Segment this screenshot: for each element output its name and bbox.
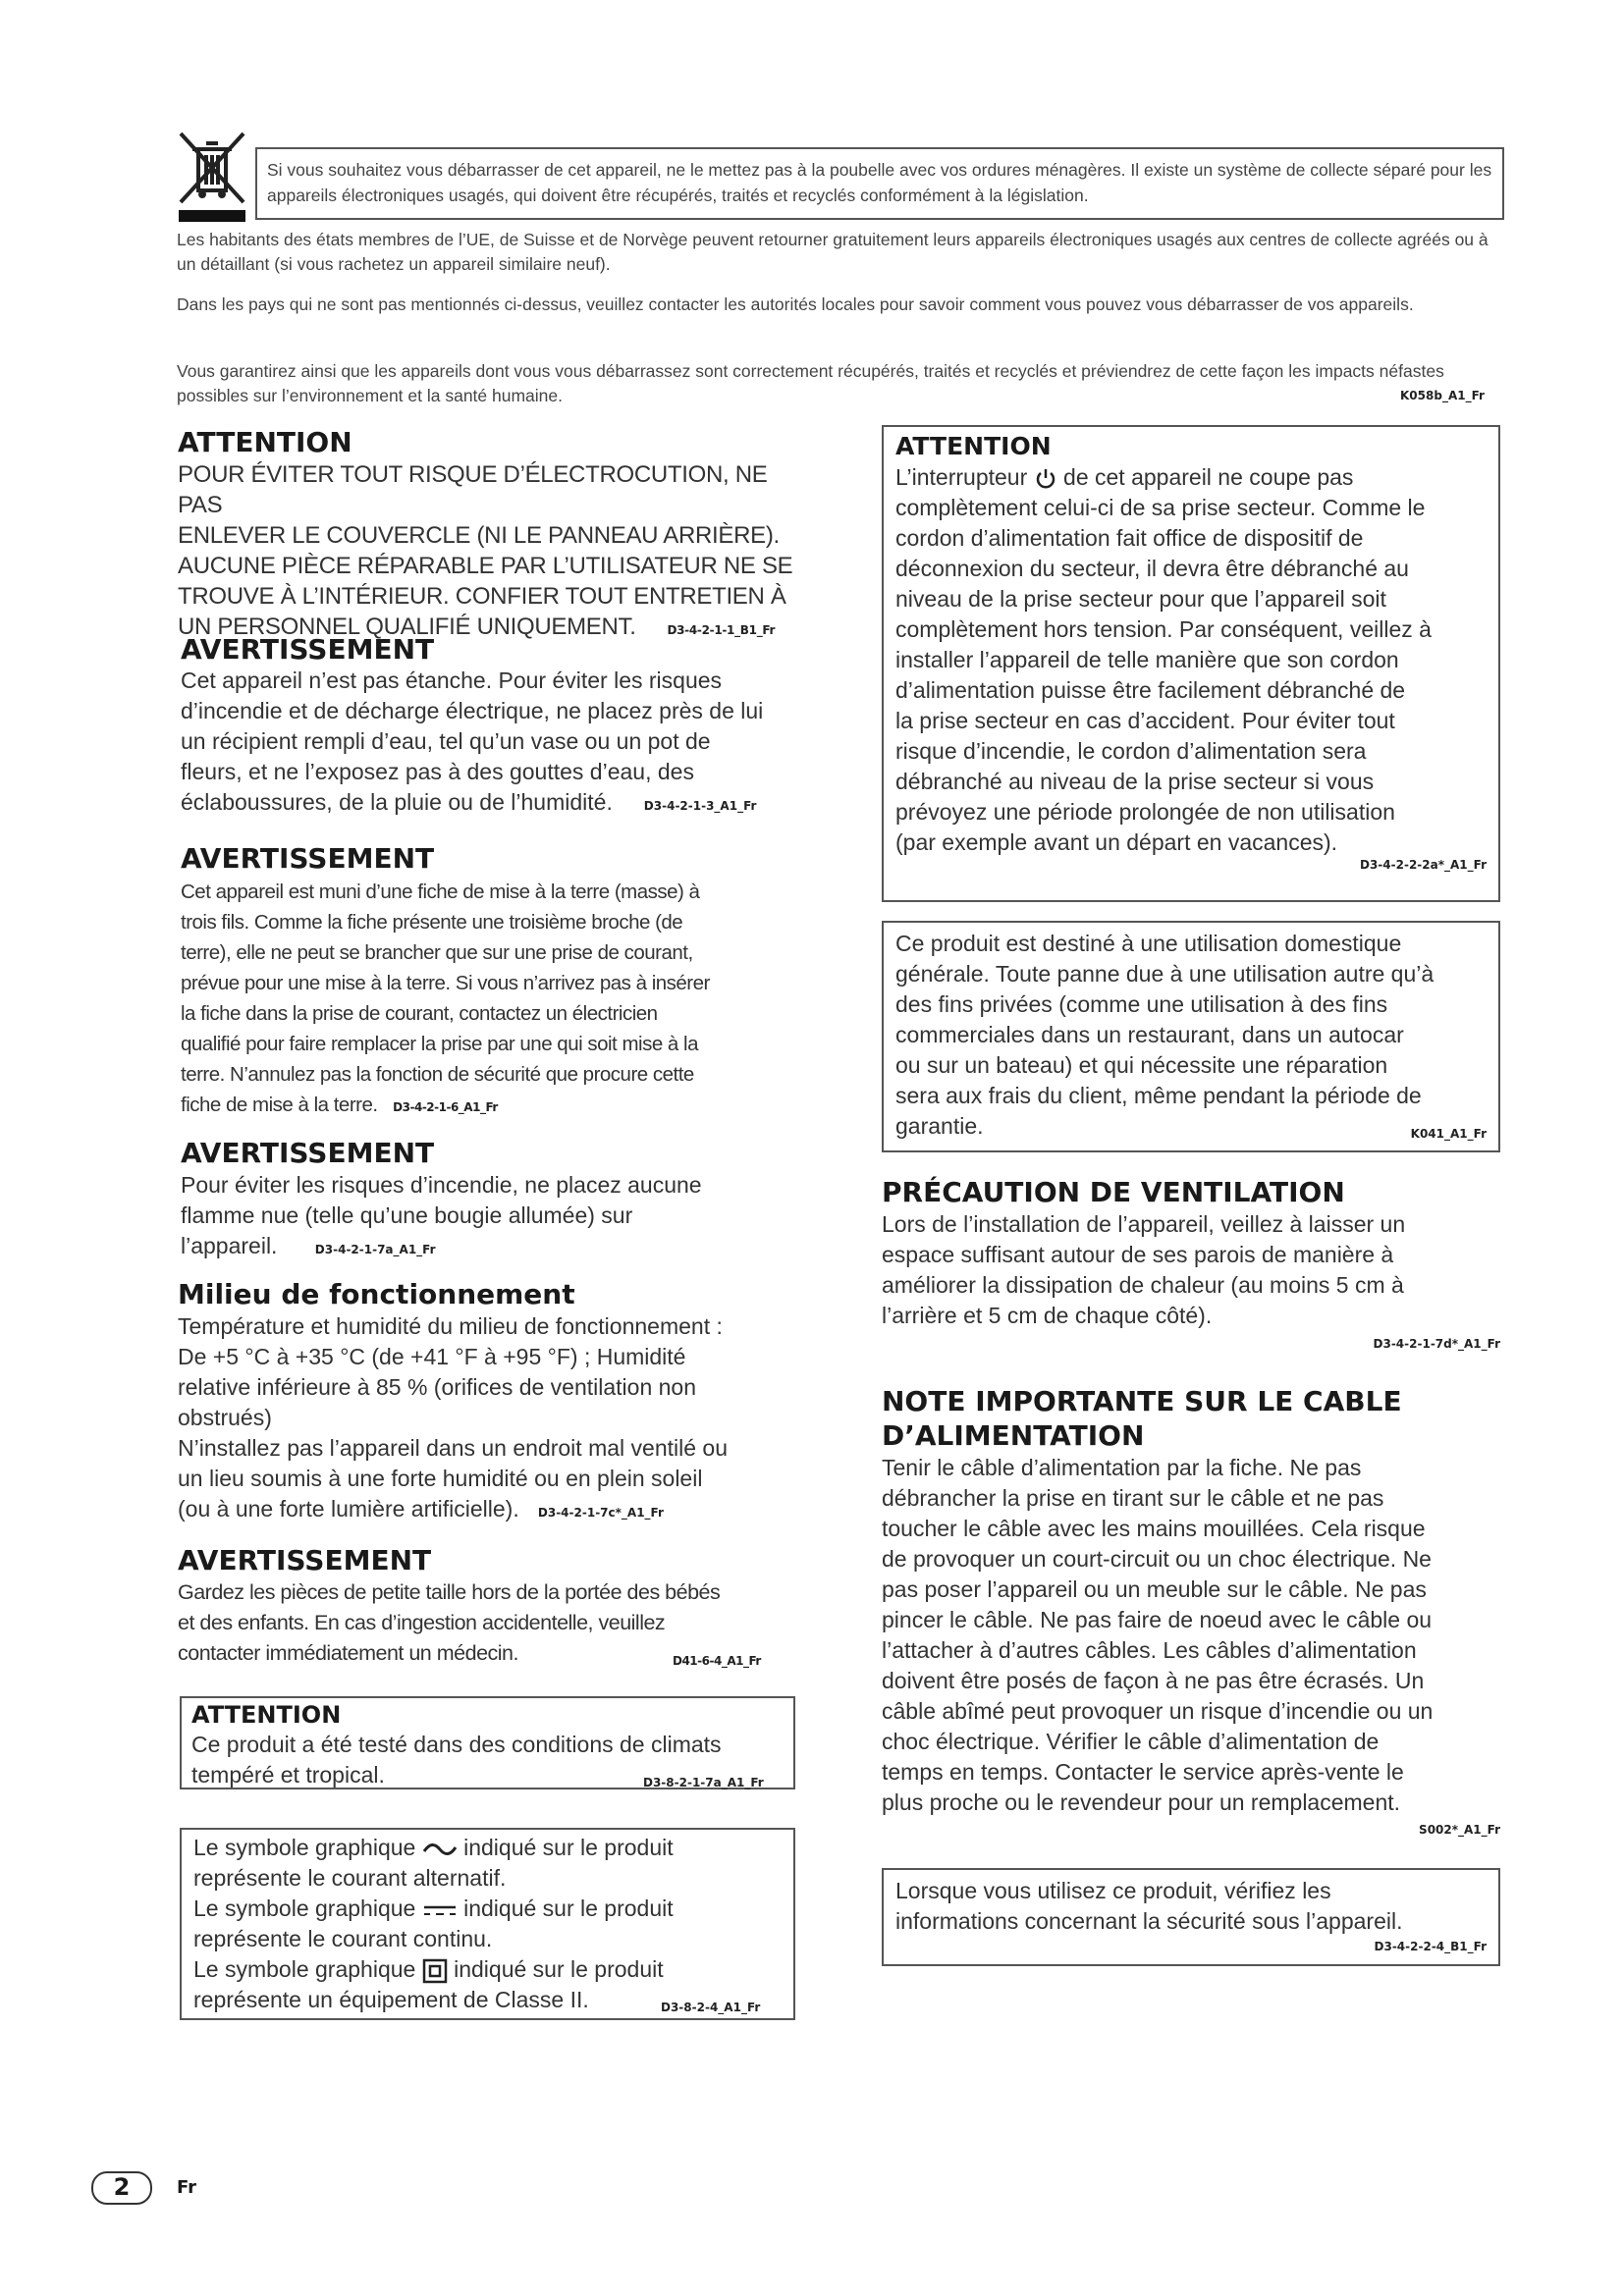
- doc-code: S002*_A1_Fr: [1419, 1823, 1500, 1837]
- text-line: Lors de l’installation de l’appareil, veillez à laisser un: [882, 1211, 1406, 1237]
- page-number-badge: [91, 2171, 152, 2205]
- weee-paragraph-2: Dans les pays qui ne sont pas mentionnés ci-dessus, veuillez contacter les autorités locales pour savoir comment vous pouvez vous débarrasser de vos appareils.: [177, 294, 1414, 314]
- text-line: Cet appareil n’est pas étanche. Pour éviter les risques: [181, 667, 723, 693]
- text-line: risque d’incendie, le cordon d’alimentation sera: [895, 738, 1367, 764]
- text-line: toucher le câble avec les mains mouillées. Cela risque: [882, 1516, 1426, 1541]
- doc-code: D3-4-2-2-4_B1_Fr: [1374, 1940, 1487, 1953]
- doc-code: D3-4-2-1-7a_A1_Fr: [314, 1243, 436, 1256]
- text-line: terre. N’annulez pas la fonction de sécurité que procure cette: [181, 1063, 694, 1086]
- left-avert3-body: [181, 1170, 809, 1265]
- text-line: cordon d’alimentation fait office de dispositif de: [895, 525, 1364, 551]
- text-line: flamme nue (telle qu’une bougie allumée) sur: [181, 1202, 633, 1228]
- left-avert4-title: AVERTISSEMENT: [178, 1544, 432, 1576]
- text-line: Cet appareil est muni d’une fiche de mise à la terre (masse) à: [181, 881, 700, 903]
- text-line-content: UN PERSONNEL QUALIFIÉ UNIQUEMENT.: [178, 614, 636, 640]
- text-line: Lorsque vous utilisez ce produit, vérifiez les: [895, 1878, 1331, 1903]
- text-line-content: contacter immédiatement un médecin.: [178, 1641, 518, 1665]
- text-line: commerciales dans un restaurant, dans un autocar: [895, 1022, 1404, 1047]
- weee-code: K058b_A1_Fr: [1400, 389, 1485, 402]
- text-line: Tenir le câble d’alimentation par la fiche. Ne pas: [882, 1455, 1362, 1480]
- page-number: 2: [113, 2173, 131, 2201]
- alternating-current-icon: [422, 1840, 458, 1859]
- text-line: N’installez pas l’appareil dans un endroit mal ventilé ou: [178, 1435, 728, 1461]
- text-line: la prise secteur en cas d’accident. Pour éviter tout: [895, 708, 1395, 733]
- text-line: [178, 1638, 806, 1669]
- text-line: Température et humidité du milieu de fonctionnement :: [178, 1313, 723, 1339]
- text-line: Ce produit est destiné à une utilisation domestique: [895, 931, 1402, 956]
- right-ventilation-title: PRÉCAUTION DE VENTILATION: [882, 1176, 1345, 1208]
- symbole-line-5: [193, 1954, 782, 1985]
- text-line-content: de cet appareil ne coupe pas: [1063, 464, 1354, 490]
- text-line: d’alimentation puisse être facilement débranché de: [895, 677, 1406, 703]
- text-line: générale. Toute panne due à une utilisation autre qu’à: [895, 961, 1435, 987]
- text-line: [181, 1090, 809, 1123]
- symbole-line-1: [193, 1833, 782, 1863]
- left-attention-body: [178, 459, 806, 646]
- right-cable-title: [882, 1384, 1402, 1453]
- text-line: [181, 787, 809, 822]
- standby-power-icon: [1034, 467, 1057, 491]
- left-avert3-title: AVERTISSEMENT: [181, 1137, 435, 1169]
- doc-code: D3-4-2-1-6_A1_Fr: [393, 1100, 498, 1114]
- direct-current-icon: [422, 1900, 458, 1920]
- text-line: temps en temps. Contacter le service après-vente le: [882, 1759, 1404, 1785]
- left-milieu-body: [178, 1311, 806, 1528]
- text-line-content: fiche de mise à la terre.: [181, 1094, 378, 1116]
- text-line: AUCUNE PIÈCE RÉPARABLE PAR L’UTILISATEUR NE SE: [178, 553, 793, 579]
- text-line: ou sur un bateau) et qui nécessite une réparation: [895, 1052, 1388, 1078]
- text-line-content: Le symbole graphique: [193, 1956, 416, 1982]
- symbole-line-3: [193, 1894, 782, 1924]
- text-line: Pour éviter les risques d’incendie, ne placez aucune: [181, 1172, 702, 1198]
- cable-title-line-2: D’ALIMENTATION: [882, 1419, 1145, 1452]
- left-milieu-title: Milieu de fonctionnement: [178, 1278, 575, 1310]
- attention-climat-line-2: [191, 1760, 784, 1790]
- left-attention-title: ATTENTION: [178, 426, 352, 458]
- right-securite-box: [882, 1868, 1500, 1966]
- text-line: [178, 1494, 806, 1528]
- class-ii-double-square-icon: [422, 1958, 448, 1984]
- text-line: complètement celui-ci de sa prise secteur. Comme le: [895, 495, 1426, 520]
- text-line: Gardez les pièces de petite taille hors de la portée des bébés: [178, 1580, 721, 1604]
- weee-notice-text: Si vous souhaitez vous débarrasser de cet appareil, ne le mettez pas à la poubelle avec vos ordures ménagères. Il existe un système de collecte séparé pour les appareils électroniques usagés, qui doivent être récupérés, traités et recyclés conformément à la législation.: [267, 160, 1492, 205]
- text-line: trois fils. Comme la fiche présente une troisième broche (de: [181, 911, 683, 934]
- right-attention-power-box: [882, 425, 1500, 902]
- text-line: fleurs, et ne l’exposez pas à des gouttes d’eau, des: [181, 759, 694, 784]
- weee-bin-icon: [177, 128, 247, 226]
- text-line: relative inférieure à 85 % (orifices de ventilation non: [178, 1374, 697, 1400]
- text-line: des fins privées (comme une utilisation à des fins: [895, 991, 1388, 1017]
- doc-code: D3-8-2-4_A1_Fr: [661, 2001, 761, 2014]
- text-line: débrancher la prise en tirant sur le câble et ne pas: [882, 1485, 1384, 1511]
- text-line-content: tempéré et tropical.: [191, 1762, 385, 1788]
- text-line: De +5 °C à +35 °C (de +41 °F à +95 °F) ; Humidité: [178, 1344, 686, 1369]
- doc-code: D3-4-2-2-2a*_A1_Fr: [1360, 858, 1487, 872]
- text-line: prévoyez une période prolongée de non utilisation: [895, 799, 1395, 825]
- text-line: pincer le câble. Ne pas faire de noeud avec le câble ou: [882, 1607, 1433, 1632]
- text-line: prévue pour une mise à la terre. Si vous n’arrivez pas à insérer: [181, 972, 710, 994]
- text-line: choc électrique. Vérifier le câble d’alimentation de: [882, 1729, 1380, 1754]
- text-line: l’attacher à d’autres câbles. Les câbles d’alimentation: [882, 1637, 1417, 1663]
- doc-code: D3-8-2-1-7a_A1_Fr: [643, 1776, 764, 1789]
- left-avert1-body: [181, 666, 809, 822]
- text-line: la fiche dans la prise de courant, contactez un électricien: [181, 1002, 658, 1025]
- text-line: plus proche ou le revendeur pour un remplacement.: [882, 1789, 1401, 1815]
- left-avert4-body: [178, 1577, 806, 1669]
- text-line: un lieu soumis à une forte humidité ou en plein soleil: [178, 1466, 703, 1491]
- text-line: (par exemple avant un départ en vacances).: [895, 829, 1338, 855]
- text-line: POUR ÉVITER TOUT RISQUE D’ÉLECTROCUTION, NE PAS: [178, 461, 768, 518]
- left-avert2-body: [181, 877, 809, 1123]
- weee-paragraph-3: Vous garantirez ainsi que les appareils dont vous vous débarrassez sont correctement récupérés, traités et recyclés et préviendrez de cette façon les impacts néfastes possibles sur l’environnement et la santé humaine.: [177, 361, 1444, 405]
- doc-code: D3-4-2-1-7c*_A1_Fr: [537, 1506, 664, 1520]
- attention-climat-line-1: Ce produit a été testé dans des conditions de climats: [191, 1732, 722, 1757]
- right-domestique-box: [882, 921, 1500, 1152]
- text-line: l’arrière et 5 cm de chaque côté).: [882, 1303, 1213, 1328]
- text-line: ENLEVER LE COUVERCLE (NI LE PANNEAU ARRIÈRE).: [178, 522, 780, 549]
- text-line: déconnexion du secteur, il devra être débranché au: [895, 556, 1409, 581]
- text-line: espace suffisant autour de ses parois de manière à: [882, 1242, 1394, 1267]
- right-cable-body: [882, 1453, 1500, 1842]
- text-line: doivent être posés de façon à ne pas être écrasés. Un: [882, 1668, 1425, 1693]
- text-line: [895, 1111, 1487, 1142]
- doc-code: D3-4-2-1-1_B1_Fr: [667, 623, 776, 637]
- text-line: installer l’appareil de telle manière que son cordon: [895, 647, 1399, 672]
- text-line-content: représente un équipement de Classe II.: [193, 1987, 589, 2012]
- text-line-content: (ou à une forte lumière artificielle).: [178, 1496, 519, 1522]
- text-line: pas poser l’appareil ou un meuble sur le câble. Ne pas: [882, 1576, 1427, 1602]
- text-line: de provoquer un court-circuit ou un choc électrique. Ne: [882, 1546, 1432, 1572]
- weee-notice-box: [255, 147, 1504, 220]
- right-ventilation-body: [882, 1209, 1500, 1357]
- text-line: câble abîmé peut provoquer un risque d’incendie ou un: [882, 1698, 1434, 1724]
- left-attention-climat-box: [180, 1696, 795, 1789]
- attention-power-title: ATTENTION: [895, 432, 1052, 460]
- doc-code: K041_A1_Fr: [1410, 1127, 1487, 1141]
- left-avert1-title: AVERTISSEMENT: [181, 633, 435, 666]
- text-line-content: indiqué sur le produit: [454, 1956, 664, 1982]
- page-language: Fr: [177, 2177, 197, 2198]
- text-line: sera aux frais du client, même pendant la période de: [895, 1083, 1422, 1108]
- text-line-content: l’appareil.: [181, 1233, 278, 1258]
- symbole-line-2: représente le courant alternatif.: [193, 1865, 507, 1891]
- attention-climat-title: ATTENTION: [191, 1701, 342, 1729]
- symbole-line-4: représente le courant continu.: [193, 1926, 493, 1951]
- text-line: améliorer la dissipation de chaleur (au moins 5 cm à: [882, 1272, 1404, 1298]
- text-line-content: indiqué sur le produit: [463, 1835, 674, 1860]
- text-line: d’incendie et de décharge électrique, ne placez près de lui: [181, 698, 764, 723]
- left-avert2-title: AVERTISSEMENT: [181, 842, 435, 875]
- text-line-content: indiqué sur le produit: [463, 1896, 674, 1921]
- doc-code: D41-6-4_A1_Fr: [673, 1654, 761, 1668]
- text-line-content: L’interrupteur: [895, 464, 1028, 490]
- weee-paragraph-1: Les habitants des états membres de l’UE, de Suisse et de Norvège peuvent retourner gratuitement leurs appareils électroniques usagés aux centres de collecte agréés ou à un détaillant (si vous rachetez un appareil similaire neuf).: [177, 230, 1489, 274]
- attention-power-line-0: [895, 462, 1487, 493]
- text-line-content: garantie.: [895, 1113, 984, 1139]
- symbole-line-6: [193, 1985, 782, 2015]
- doc-code: D3-4-2-1-3_A1_Fr: [643, 799, 757, 813]
- text-line-content: Le symbole graphique: [193, 1835, 416, 1860]
- text-line: obstrués): [178, 1405, 272, 1430]
- left-symboles-box: [180, 1828, 795, 2020]
- text-line: complètement hors tension. Par conséquent, veillez à: [895, 616, 1432, 642]
- text-line: et des enfants. En cas d’ingestion accidentelle, veuillez: [178, 1611, 666, 1634]
- text-line-content: Le symbole graphique: [193, 1896, 416, 1921]
- text-line-content: éclaboussures, de la pluie ou de l’humidité.: [181, 789, 613, 815]
- text-line: [181, 1231, 809, 1265]
- cable-title-line-1: NOTE IMPORTANTE SUR LE CABLE: [882, 1385, 1402, 1417]
- doc-code: D3-4-2-1-7d*_A1_Fr: [1373, 1337, 1500, 1351]
- text-line: TROUVE À L’INTÉRIEUR. CONFIER TOUT ENTRETIEN À: [178, 583, 786, 610]
- text-line: qualifié pour faire remplacer la prise par une qui soit mise à la: [181, 1033, 698, 1055]
- text-line: terre), elle ne peut se brancher que sur une prise de courant,: [181, 941, 693, 964]
- text-line: un récipient rempli d’eau, tel qu’un vase ou un pot de: [181, 728, 711, 754]
- text-line: débranché au niveau de la prise secteur si vous: [895, 769, 1375, 794]
- text-line: informations concernant la sécurité sous l’appareil.: [895, 1908, 1403, 1934]
- text-line: niveau de la prise secteur pour que l’appareil soit: [895, 586, 1386, 612]
